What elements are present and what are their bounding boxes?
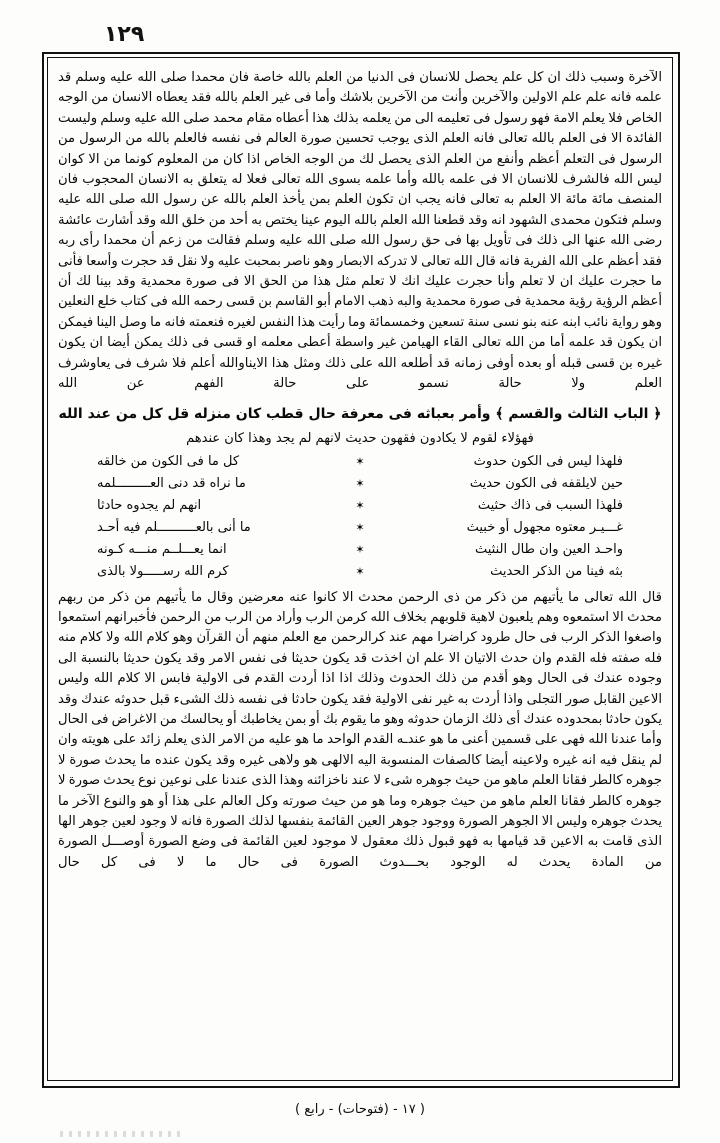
paragraph-block-1: الآخرة وسبب ذلك ان كل علم يحصل للانسان فى الدنيا من العلم بالله خاصة فان محمدا صلى الله عليه وسلم قد علمه فانه علم علم الاولين والآخرين وأنت من الآخرين بلاشك وأما فى غير العلم بالله فقد يعطاه الانسان من الوجه الخاص فلا يعلم الامة فهو رسول فى تعليمه الى من يعلمه بذلك هذا أعطاه مقام محمد صلى الله عليه وسلم وليست الفائدة الا فى العلم بالله تعالى فانه العلم الذى يوجب تحسين صورة العالم فى نفسه فالعلم بالله من الرسول من الرسول فى التعلم أعظم وأنفع من العلم الذى يحصل لك من الوجه الخاص اذا كان من المعلوم كونما من الا كوان ليس الله فالشرف للانسان الا فى علمه بالله وأما علمه بسوى الله تعالى فعلا له يتعلق به الانسان المحجوب فان المنصف مائة مائة الا العلم به تعالى فانه يجب ان تكون العلم بمن يأخذ العلم بالله عن رسول الله صلى الله عليه وسلم فتكون محمدى الشهود انه وقد قطعنا الله العلم بالله اليوم عينا يختص به أحد من خلق الله وقد أشارت عائشة رضى الله عنها الى ذلك فى تأويل بها فى حق رسول الله صلى الله عليه وسلم فقالت من زعم أن محمدا رأى ربه فقد أعظم على الله الفرية فانه قال الله تعالى لا تدركه الابصار وهو ناصر بمحبت عليه ولا نقل قد حجرت وأسعا فأنى ما حجرت عليك ان لا تعلم وأنا حجرت عليك انك لا تعلم مثل هذا من الحق الا فى صورة محمدية وقد بينا لك أن أعظم الرؤية رؤية محمدية فى صورة محمدية والبه ذهب الامام أبو القاسم بن قسى رحمه الله فى كتاب خلع النعلين وهو رواية نائب ابنه عنه بنو نسى سنة تسعين وخمسمائة وما رأيت هذا النفس لغيره فنعمته فانه ما وصل الينا فيمكن ان يكون قد علمه أما من الله تعالى القاء الهيامن غير واسطة أعطى معلمه او قسى فى ذلك يمكن أيضا ان يكون غيره بن قسى قبله أو بعده أوفى زمانه قد أطلعه الله على ذلك ومثل هذا الايناوالله أعلم فلا شرف فى يعاوشرف العلم ولا حالة نسمو على حالة الفهم عن الله	[58, 70, 662, 392]
poem-hemistich-right: انهم لم يجدوه حادثا	[97, 497, 202, 513]
poem-line	[58, 517, 662, 538]
poem-separator-icon: ✶	[355, 498, 365, 512]
paragraph-block-2: قال الله تعالى ما يأتيهم من ذكر من ذى الرحمن محدث الا كانوا عنه معرضين وقال ما يأتيهم من ذكر من ربهم محدث الا استمعوه وهم يلعبون لاهية قلوبهم بخلاف الله كرمن الرب وأراد من الرب من الرحمن فأخبرانهم استمعوا واصغوا الذكر الرب فى حال طرود كراضرا مهم عند كرالرحمن مع العلم منهم أن القرآن وهو كلام الله ولا كلام منه فله صفته فله القدم وان حدث الاتيان الا علم ان اخذت قد يكون حديثا فى نفس الامر وقد يكون حديثا بالنسبة الى وجوده عندك فى الحال وهو أقدم من ذلك الحدوث وذلك اذا اذا أردت القدم فى الاولية فابس الا كلام الله وليس الاعين القابل صور التجلى واذا أردت به غير نفى الاولية فقد يكون حادثا فى نفسه ذلك الشىء قبل حدوثه عندك وقد يكون حادثا بمحدوده عندك أى ذلك الزمان حدوثه وهو ما يقوم بك أو بمن يخاطبك أو يحالسك من الاغراض فى الحال وأما عندنا الله فهى على قسمين أعنى ما هو عندـه القدم الواحد ما هو عليه من الامر الذى يعلم زائد على هويته وان لم ينقل فيه انه غيره ولاعينه أيضا كالصفات المنسوبة اليه الالهى هو ولاهى غيره وقد يكون عنده ما يحدث صورة لا جوهره كالطر فقانا العلم ماهو من حيث جوهره شىء لا عند ناخزائنه وهذا الذى عندنا على نوعين نوع يحدث صورة لا جوهره كالطر فقانا العلم ماهو من حيث جوهره وما هو من حيث صورته وكل العالم على هذا أو هو والنوع الآخر ما يحدث جوهره وليس الا الجوهر الصورة ووجود جوهر العين القائمة بنفسها لذلك الصورة فانه لا وجود لعين جوهر الها الذى قامت به الاعين قد قيامها به فهو قبول ذلك معقول لا موجود لعين القائمة فى وضع الصورة أوصـــل الصورة من المادة يحدث له الوجود بحـــدوث الصورة فى حال ما لا فى كل حال	[58, 589, 662, 870]
page-footer: ( ١٧ - (فتوحات) - رابع )	[295, 1102, 425, 1117]
poem-hemistich-left: فلهذا ليس فى الكون حدوث	[473, 453, 623, 469]
poem-hemistich-left: فلهذا السبب فى ذاك حثيث	[477, 497, 623, 513]
poem-hemistich-right: انما يعـــلــم منـــه كـونه	[97, 541, 227, 557]
poem-hemistich-left: غـــيـر معتوه مجهول أو خبيث	[466, 519, 623, 535]
poem-line	[58, 451, 662, 472]
poem-line	[58, 561, 662, 582]
poem-separator-icon: ✶	[355, 542, 365, 556]
poem-line	[58, 495, 662, 516]
chapter-heading: ﴿ الباب الثالث والقسم ﴾ وأمر بعباثه فى معرفة حال قطب كان منزله قل كل من عند الله	[58, 405, 662, 422]
poem-hemistich-right: كل ما فى الكون من خالقه	[97, 453, 240, 469]
poem-line	[58, 473, 662, 494]
poem-hemistich-right: كرم الله رســـــولا بالذى	[97, 563, 229, 579]
page-number: ١٢٩	[104, 22, 145, 47]
poem-separator-icon: ✶	[355, 564, 365, 578]
poem-hemistich-left: واحـد العين وان طال النثيث	[474, 541, 623, 557]
page-content	[58, 66, 662, 1070]
poem-block	[58, 451, 662, 582]
poem-hemistich-left: بثه فينا من الذكر الحديث	[490, 563, 623, 579]
page-artifact	[60, 1131, 180, 1137]
poem-separator-icon: ✶	[355, 454, 365, 468]
poem-separator-icon: ✶	[355, 476, 365, 490]
poem-hemistich-left: حين لايلقفه فى الكون حديث	[469, 475, 623, 491]
poem-hemistich-right: ما نراه قد دنى العـــــــــلمه	[97, 475, 246, 491]
poem-separator-icon: ✶	[355, 520, 365, 534]
verse-intro: فهؤلاء لقوم لا يكادون فقهون حديث لانهم لم يجد وهذا كان عندهم	[186, 430, 534, 446]
poem-line	[58, 539, 662, 560]
poem-hemistich-right: ما أنى بالعــــــــــلم فيه أحـد	[97, 519, 251, 535]
